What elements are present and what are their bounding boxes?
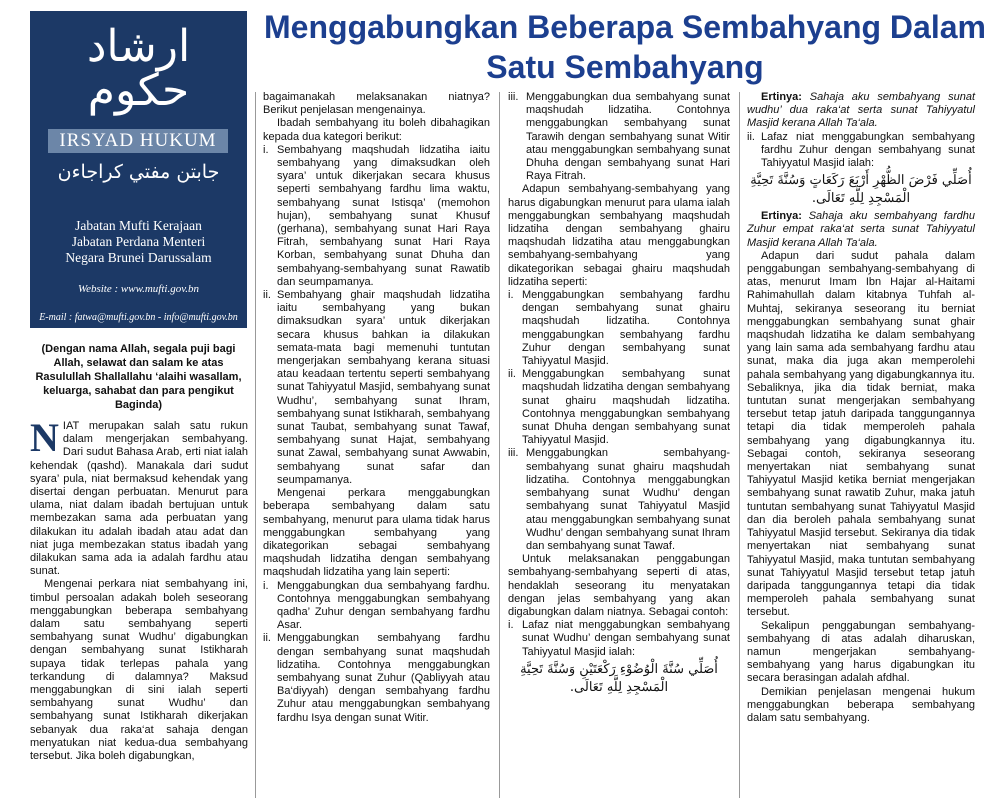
paragraph: Mengenai perkara niat sembahyang ini, timbul persoalan adakah boleh seseorang menggabungkan beberapa sembahyang dalam satu sembahyang seperti sembahyang sunat Wudhu’ digabungkan dengan sembahyang sunat Istikharah supaya tidak terlepas pahala yang terkandung di dalamnya? Maksud menggabungkan di sini ialah seperti sembahyang sunat Wudhu’ dan sembahyang sunat Istikharah dikerjakan sebanyak dua raka‘at sahaja dengan menyatukan niat kedua-dua sembahyang tersebut. Jika boleh digabungkan, <box>30 578 248 763</box>
list-text: Sembahyang ghair maqshudah lidzatiha iaitu sembahyang yang bukan dimaksudkan syara’ untuk dikerjakan secara khusus bahkan ia dilakukan semata-mata bagi memenuhi tuntutan mengerjakan sembahyang kerana situasi atau keadaan tertentu seperti sembahyang sunat Tahiyyatul Masjid, sembahyang sunat Wudhu’, sembahyang sunat Ihram, sembahyang sunat Istikharah, sembahyang sunat Taubat, sembahyang sunat Tawaf, sembahyang sunat Hajat, sembahyang sunat Zawal, sembahyang sunat Awwabin, sembahyang sunat safar dan seumpamanya. <box>277 289 490 486</box>
not-permitted-list-continued <box>508 91 730 183</box>
example-list-continued <box>747 131 975 171</box>
list-item <box>508 289 730 368</box>
drop-cap: N <box>30 415 59 460</box>
list-text: Lafaz niat menggabungkan sembahyang fardhu Zuhur dengan sembahyang sunat Tahiyyatul Masjid ialah: <box>761 130 975 170</box>
list-item <box>747 131 975 171</box>
list-marker: iii. <box>508 91 519 103</box>
translation-text: Sahaja aku sembahyang fardhu Zuhur empat raka‘at serta sunat Tahiyyatul Masjid kerana Allah Ta‘ala. <box>747 210 975 249</box>
translation-label: Ertinya: <box>761 91 802 103</box>
column-divider <box>499 92 500 798</box>
list-marker: i. <box>508 289 514 302</box>
column-1 <box>30 415 248 763</box>
paragraph: Untuk melaksanakan penggabungan sembahyang-sembahyang seperti di atas, hendaklah seseorang itu menyatakan dengan jelas sembahyang yang akan digabungkan dalam niatnya. Sebagai contoh: <box>508 553 730 618</box>
list-text: Menggabungkan sembahyang-sembahyang sunat ghairu maqshudah lidzatiha. Contohnya menggabungkan sembahyang sunat Wudhu’ dengan sembahyang sunat Tahiyyatul Masjid atau menggabungkan sembahyang sunat Wudhu’ dengan sembahyang sunat Ihram dan sembahyang sunat Tawaf. <box>526 447 730 552</box>
list-item <box>263 144 490 289</box>
list-marker: iii. <box>508 447 519 460</box>
list-item <box>263 632 490 724</box>
paragraph: IAT merupakan salah satu rukun dalam mengerjakan sembahyang. Dari sudut Bahasa Arab, erti niat ialah kehendak (qashd). Manakala dari sudut syara’ pula, niat bermaksud kehendak yang disertai dengan perbuatan. Menurut para ulama, niat dalam ibadah bertujuan untuk membezakan sama ada perbuatan yang dilakukan itu adalah ibadah atau adat dan niat juga membezakan status ibadah yang dilakukan sama ada ia adalah fardhu atau sunat. <box>30 420 248 578</box>
arabic-logo: ارشاد حکوم <box>86 21 191 116</box>
website-link[interactable]: Website : www.mufti.gov.bn <box>77 283 200 295</box>
list-text: Menggabungkan dua sembahyang sunat maqshudah lidzatiha. Contohnya menggabungkan sembahyang sunat Tarawih dengan sembahyang sunat Witir atau menggabungkan sembahyang sunat Dhuha dengan sembahyang sunat Hari Raya Fitrah. <box>526 91 730 183</box>
arabic-niat-text: أُصَلِّي سُنَّةَ الْوُضُوْءِ رَكْعَتَيْنِ وَسُنَّةَ تَحِيَّةِ الْمَسْجِدِ لِلَّهِ تَعَالَى. <box>520 661 718 695</box>
list-item <box>508 619 730 659</box>
list-text: Menggabungkan dua sembahyang fardhu. Contohnya menggabungkan sembahyang qadha’ Zuhur dengan sembahyang fardhu Asar. <box>277 579 490 632</box>
list-text: Sembahyang maqshudah lidzatiha iaitu sembahyang yang dimaksudkan oleh syara’ untuk dikerjakan secara khusus seperti sembahyang fardhu lima waktu, sembahyang sunat Istisqa’ (memohon hujan), sembahyang sunat Khusuf (gerhana), sembahyang sunat Hari Raya Fitrah, sembahyang sunat Hari Raya Korban, sembahyang sunat Dhuha dan sembahyang-sembahyang sunat Rawatib dan seumpamanya. <box>277 143 490 288</box>
irsyad-hukum-masthead <box>30 11 247 328</box>
intro-blessing: (Dengan nama Allah, segala puji bagi Allah, selawat dan salam ke atas Rasulullah Shallallahu ‘alaihi wasallam, keluarga, sahabat dan para pengikut Baginda) <box>35 343 242 411</box>
brand-name: IRSYAD HUKUM <box>48 129 228 153</box>
column-4 <box>747 91 975 725</box>
list-marker: i. <box>508 619 514 632</box>
translation-label: Ertinya: <box>761 210 802 223</box>
list-marker: ii. <box>508 368 516 381</box>
example-list <box>508 619 730 659</box>
arabic-niat-text: أُصَلِّي فَرْضَ الظُّهْرِ أَرْبَعَ رَكَعَاتٍ وَسُنَّةَ تَحِيَّةِ الْمَسْجِدِ لِلَّهِ تَعَالَى. <box>750 173 972 207</box>
article-title: Menggabungkan Beberapa Sembahyang Dalam Satu Sembahyang <box>264 9 986 85</box>
column-3 <box>508 91 730 699</box>
list-text: Lafaz niat menggabungkan sembahyang sunat Wudhu’ dengan sembahyang sunat Tahiyyatul Masjid ialah: <box>522 619 730 658</box>
paragraph: Demikian penjelasan mengenai hukum menggabungkan beberapa sembahyang dalam satu sembahyang. <box>747 685 975 724</box>
list-text: Menggabungkan sembahyang sunat maqshudah lidzatiha dengan sembahyang sunat ghairu maqshudah lidzatiha. Contohnya menggabungkan sembahyang sunat Dhuha dengan sembahyang sunat Tahiyyatul Masjid. <box>522 368 730 447</box>
arabic-department-name: جابتن مفتي كراجاءن <box>57 161 220 183</box>
list-marker: ii. <box>263 632 271 645</box>
organization-lines <box>30 218 247 266</box>
list-item <box>263 289 490 487</box>
category-list <box>263 144 490 487</box>
paragraph: bagaimanakah melaksanakan niatnya? Berikut penjelasan mengenainya. <box>263 91 490 117</box>
org-line: Jabatan Mufti Kerajaan <box>75 218 202 233</box>
list-item <box>508 447 730 553</box>
list-text: Menggabungkan sembahyang fardhu dengan sembahyang sunat maqshudah lidzatiha. Contohnya menggabungkan sembahyang sunat Zuhur (Qabliyyah atau Ba‘diyyah) dengan sembahyang fardhu Zuhur atau menggabungkan sembahyang fardhu Isya dengan sunat Witir. <box>277 632 490 724</box>
paragraph: Ibadah sembahyang itu boleh dibahagikan kepada dua kategori berikut: <box>263 117 490 143</box>
column-2 <box>263 91 490 725</box>
org-line: Jabatan Perdana Menteri <box>71 234 206 249</box>
email-contact[interactable]: E-mail : fatwa@mufti.gov.bn - info@mufti.gov.bn <box>39 312 238 323</box>
list-marker: ii. <box>263 289 271 302</box>
not-permitted-list <box>263 580 490 725</box>
paragraph: Adapun dari sudut pahala dalam penggabungan sembahyang-sembahyang di atas, menurut Imam Ibn Hajar al-Haitami Rahimahullah dalam kitabnya Tuhfah al-Muhtaj, sekiranya seseorang itu berniat menggabungkan sembahyang sunat ghair maqshudah lidzatiha ke dalam sembahyang yang lain sama ada sembahyang fardhu atau sunat, maka dia juga akan memperolehi pahala sembahyang yang digabungkannya itu. Sebaliknya, jika dia tidak berniat, maka tuntutan sunat mengerjakan sembahyang tersebut tetap jatuh daripada tanggungannya tetapi dia tidak memperoleh pahala sembahyang yang digabungkannya itu. Sebagai contoh, sekiranya seseorang menyertakan niat sembahyang sunat Tahiyyatul Masjid ketika berniat mengerjakan sembahyang sunat rawatib Zuhur, maka jatuh tuntutan sembahyang sunat Tahiyyatul Masjid dan dia beroleh pahala sembahyang sunat Tahiyyatul Masjid tersebut. Sekiranya dia tidak menyertakan niat sembahyang sunat Tahiyyatul Masjid, maka tuntutan sembahyang sunat Tahiyyatul Masjid tersebut tetap jatuh daripada tanggungannya tetapi dia tidak memperoleh pahala sembahyang sunat tersebut. <box>747 249 975 619</box>
paragraph: Mengenai perkara menggabungkan beberapa sembahyang dalam satu sembahyang, menurut para ulama tidak harus menggabungkan sembahyang yang dikategorikan sebagai sembahyang maqshudah lidzatiha dengan sembahyang maqshudah lidzatiha yang lain seperti: <box>263 487 490 579</box>
column-divider <box>739 92 740 798</box>
org-line: Negara Brunei Darussalam <box>65 250 212 265</box>
paragraph: Adapun sembahyang-sembahyang yang harus digabungkan menurut para ulama ialah menggabungkan sembahyang maqshudah lidzatiha dengan sembahyang ghairu maqshudah lidzatiha atau menggabungkan sembahyang-sembahyang yang dikategorikan sebagai ghairu maqshudah lidzatiha seperti: <box>508 183 730 288</box>
translation-text: Sahaja aku sembahyang sunat wudhu’ dua raka‘at serta sunat Tahiyyatul Masjid kerana Allah Ta‘ala. <box>747 91 975 130</box>
list-marker: i. <box>263 579 269 592</box>
paragraph: Sekalipun penggabungan sembahyang-sembahyang di atas adalah diharuskan, namun mengerjakan sembahyang-sembahyang yang harus digabungkan itu secara berasingan adalah afdhal. <box>747 619 975 685</box>
list-item <box>508 91 730 183</box>
column-divider <box>255 92 256 798</box>
list-marker: ii. <box>747 130 755 143</box>
permitted-list <box>508 289 730 553</box>
list-item <box>508 368 730 447</box>
list-item <box>263 580 490 633</box>
list-text: Menggabungkan sembahyang fardhu dengan sembahyang sunat ghairu maqshudah lidzatiha. Contohnya menggabungkan sembahyang fardhu Zuhur dengan sembahyang sunat Tahiyyatul Masjid. <box>522 289 730 368</box>
list-marker: i. <box>263 143 269 156</box>
